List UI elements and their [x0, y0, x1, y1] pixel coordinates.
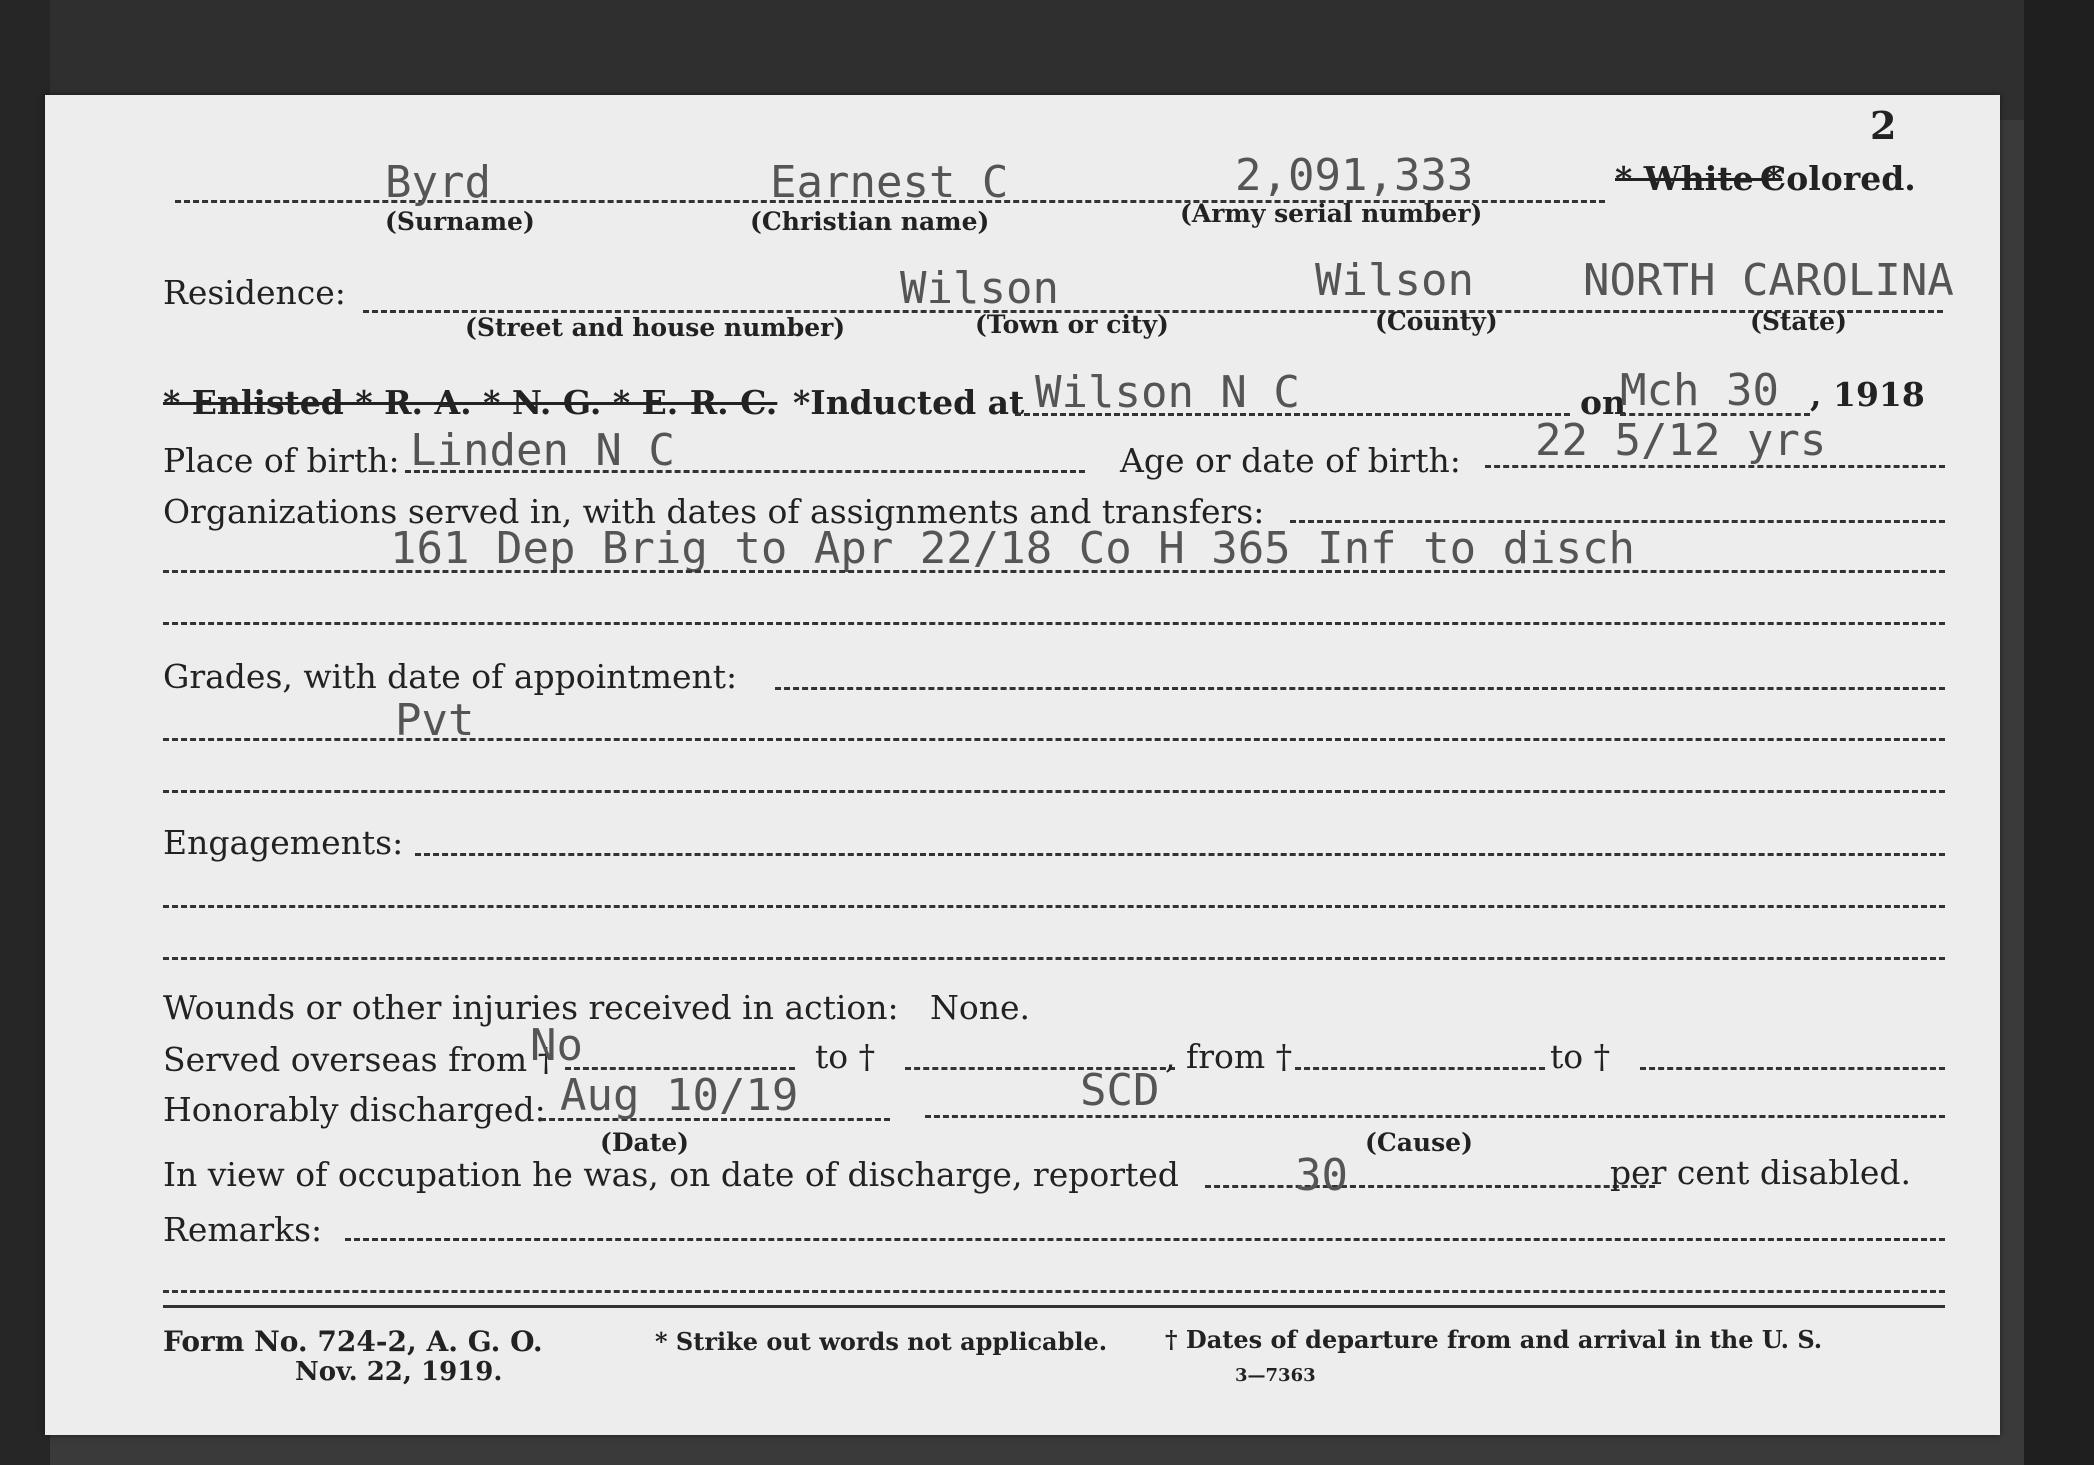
inducted-label: *Inducted at [793, 383, 1025, 422]
race-colored: Colored. [1760, 159, 1916, 198]
serial-number-value: 2,091,333 [1235, 150, 1474, 201]
remarks-label: Remarks: [163, 1210, 323, 1249]
disability-value: 30 [1295, 1150, 1348, 1201]
grades-line-3 [163, 790, 1945, 793]
organizations-label: Organizations served in, with dates of assignments and transfers: [163, 492, 1265, 531]
discharge-date-label: (Date) [600, 1128, 689, 1157]
overseas-line-3 [1295, 1067, 1545, 1070]
discharge-label: Honorably discharged: [163, 1090, 546, 1129]
wounds-label: Wounds or other injuries received in action: [163, 988, 899, 1027]
discharge-cause-label: (Cause) [1365, 1128, 1473, 1157]
induction-date: Mch 30 [1620, 365, 1779, 416]
grades-line-2 [163, 738, 1945, 741]
residence-town: Wilson [900, 263, 1059, 314]
form-number: Form No. 724-2, A. G. O. [163, 1325, 543, 1358]
age-value: 22 5/12 yrs [1535, 415, 1827, 466]
engagements-line-1 [415, 853, 1945, 856]
background-left [0, 0, 50, 1465]
remarks-line-2 [163, 1290, 1945, 1293]
surname-label: (Surname) [385, 207, 535, 236]
grades-value: Pvt [395, 695, 475, 746]
age-label: Age or date of birth: [1120, 441, 1461, 480]
overseas-to-2: to † [1550, 1037, 1611, 1076]
birthplace-label: Place of birth: [163, 441, 400, 480]
county-label: (County) [1375, 307, 1498, 336]
dates-note: † Dates of departure from and arrival in the U. S. [1165, 1325, 1823, 1354]
enlistment-type-struck: * Enlisted * R. A. * N. G. * E. R. C. [163, 383, 778, 422]
organizations-line-2 [163, 570, 1945, 573]
town-label: (Town or city) [975, 310, 1169, 339]
background-right [2024, 0, 2094, 1465]
race-white-struck: * White * [1615, 159, 1783, 198]
engagements-label: Engagements: [163, 823, 404, 862]
discharge-date: Aug 10/19 [560, 1070, 799, 1121]
residence-county: Wilson [1315, 255, 1474, 306]
on-label: on [1580, 383, 1627, 422]
surname-value: Byrd [385, 157, 491, 208]
engagements-line-2 [163, 905, 1945, 908]
discharge-cause-line [925, 1115, 1945, 1118]
christian-name-value: Earnest C [770, 157, 1009, 208]
overseas-label: Served overseas from † [163, 1040, 555, 1079]
state-label: (State) [1750, 307, 1847, 336]
overseas-value: No [530, 1020, 583, 1071]
print-code: 3—7363 [1235, 1365, 1316, 1386]
organizations-value: 161 Dep Brig to Apr 22/18 Co H 365 Inf to disch [390, 523, 1636, 574]
grades-label: Grades, with date of appointment: [163, 657, 738, 696]
street-label: (Street and house number) [465, 313, 846, 342]
form-date: Nov. 22, 1919. [295, 1357, 503, 1387]
induction-year: , 1918 [1810, 375, 1925, 414]
record-card [45, 95, 2000, 1435]
wounds-value: None. [930, 988, 1031, 1027]
inducted-at-value: Wilson N C [1035, 367, 1300, 418]
overseas-from: , from † [1165, 1037, 1293, 1076]
grades-line-1 [775, 687, 1945, 690]
residence-state: NORTH CAROLINA [1583, 255, 1954, 306]
footer-rule [163, 1305, 1945, 1308]
serial-number-label: (Army serial number) [1180, 199, 1483, 228]
birthplace-value: Linden N C [410, 425, 675, 476]
engagements-line-3 [163, 957, 1945, 960]
disability-label: In view of occupation he was, on date of discharge, reported [163, 1155, 1179, 1194]
page-number: 2 [1870, 103, 1897, 148]
discharge-cause: SCD [1080, 1065, 1160, 1116]
remarks-line-1 [345, 1238, 1945, 1241]
overseas-line-4 [1640, 1067, 1945, 1070]
organizations-line-3 [163, 622, 1945, 625]
disability-line [1205, 1185, 1655, 1188]
strike-note: * Strike out words not applicable. [655, 1327, 1108, 1356]
disability-suffix: per cent disabled. [1610, 1153, 1912, 1192]
christian-name-label: (Christian name) [750, 207, 990, 236]
overseas-to-1: to † [815, 1037, 876, 1076]
residence-label: Residence: [163, 273, 346, 312]
